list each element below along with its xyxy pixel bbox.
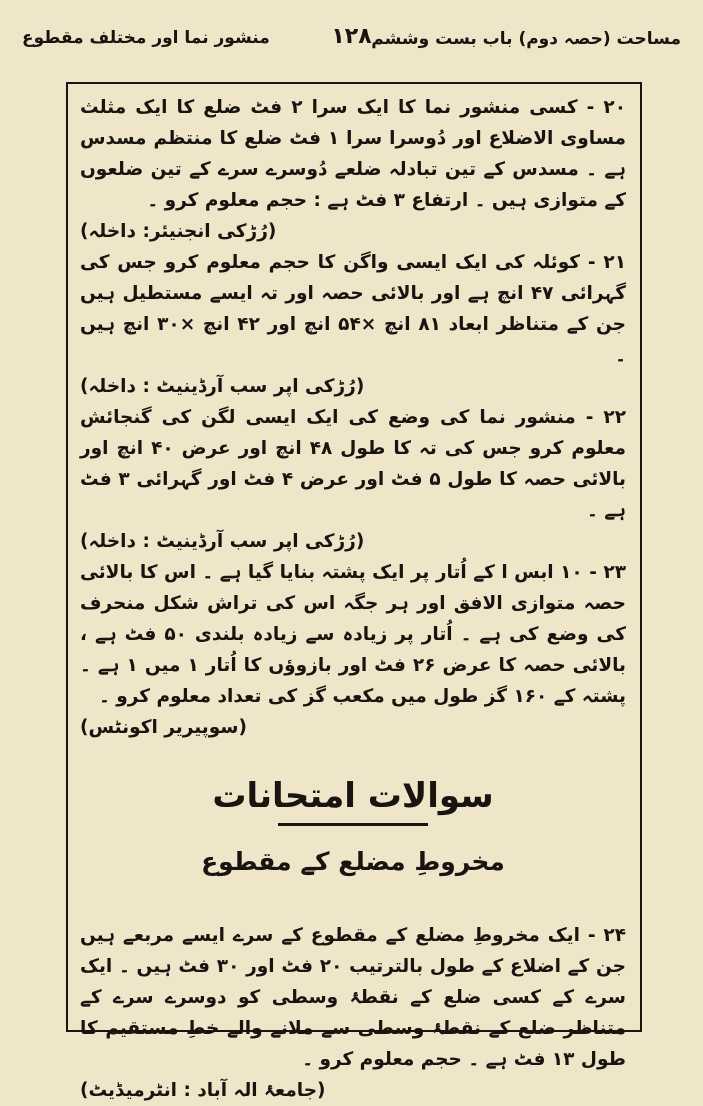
running-head-left: منشور نما اور مختلف مقطوع xyxy=(22,28,270,48)
question-text: ۲۴ - ایک مخروطِ مضلع کے مقطوع کے سرے ایسے مربعے ہیں جن کے اضلاع کے طول بالترتیب ۲۰ فٹ اور ۳۰ فٹ ہیں ۔ ایک سرے کے کسی ضلع کے نقطۂ وسطی کو دوسرے سرے کے متناظر ضلع کے نقطۂ وسطی سے ملانے والے خطِ مستقیم کا طول ۱۳ فٹ ہے ۔ حجم معلوم کرو ۔ xyxy=(80,925,626,1070)
question-text: ۲۲ - منشور نما کی وضع کی ایک ایسی لگن کی گنجائش معلوم کرو جس کی تہ کا طول ۴۸ انچ اور عرض ۴۰ انچ اور بالائی حصہ کا طول ۵ فٹ اور عرض ۴ فٹ اور گہرائی ۳ فٹ ہے ۔ xyxy=(80,407,627,521)
question-citation: (رُڑکی اپر سب آرڈینیٹ : داخلہ) xyxy=(80,376,365,397)
running-head-right: مساحت (حصہ دوم) باب بست وششم xyxy=(371,29,681,49)
question-citation: (جامعۂ الہ آباد : انٹرمیڈیٹ) xyxy=(80,1080,326,1101)
question-22 xyxy=(80,402,626,557)
question-citation: (رُڑکی اپر سب آرڈینیٹ : داخلہ) xyxy=(80,531,365,552)
page-number: ۱۲۸ xyxy=(331,24,372,49)
question-citation: (سوپیریر اکونٹس) xyxy=(80,717,247,738)
section-title: سوالات امتحانات xyxy=(212,776,494,816)
question-citation: (رُڑکی انجنیئر: داخلہ) xyxy=(80,221,277,242)
page-header xyxy=(22,22,681,72)
question-text: ۲۱ - کوئلہ کی ایک ایسی واگن کا حجم معلوم کرو جس کی گہرائی ۴۷ انچ ہے اور بالائی حصہ اور تہ ایسے مستطیل ہیں جن کے متناظر ابعاد ۸۱ انچ ×۵۴ انچ اور ۴۲ انچ ×۳۰ انچ ہیں ۔ xyxy=(80,252,626,366)
title-underline xyxy=(278,823,428,826)
content-frame xyxy=(66,82,642,1101)
question-23 xyxy=(80,557,626,743)
section-subtitle: مخروطِ مضلع کے مقطوع xyxy=(201,847,505,876)
question-text: ۲۳ - ۱۰ ابس ا کے اُتار پر ایک پشتہ بنایا گیا ہے ۔ اس کا بالائی حصہ متوازی الافق اور ہر جگہ اس کی تراش شکل منحرف کی وضع کی ہے ۔ اُتار پر زیادہ سے زیادہ بلندی ۵۰ فٹ ہے ، بالائی حصہ کا عرض ۲۶ فٹ اور بازوؤں کا اُتار ۱ میں ۱ ہے ۔ پشتہ کے ۱۶۰ گز طول میں مکعب گز کی تعداد معلوم کرو ۔ xyxy=(80,562,626,707)
question-24 xyxy=(80,920,626,1106)
question-20 xyxy=(80,92,626,247)
question-21 xyxy=(80,247,626,402)
question-text: ۲۰ - کسی منشور نما کا ایک سرا ۲ فٹ ضلع کا ایک مثلث مساوی الاضلاع اور دُوسرا سرا ۱ فٹ ضلع کا منتظم مسدس ہے ۔ مسدس کے تین تبادلہ ضلعے دُوسرے سرے کے تین ضلعوں کے متوازی ہیں ۔ ارتفاع ۳ فٹ ہے : حجم معلوم کرو ۔ xyxy=(80,97,626,211)
